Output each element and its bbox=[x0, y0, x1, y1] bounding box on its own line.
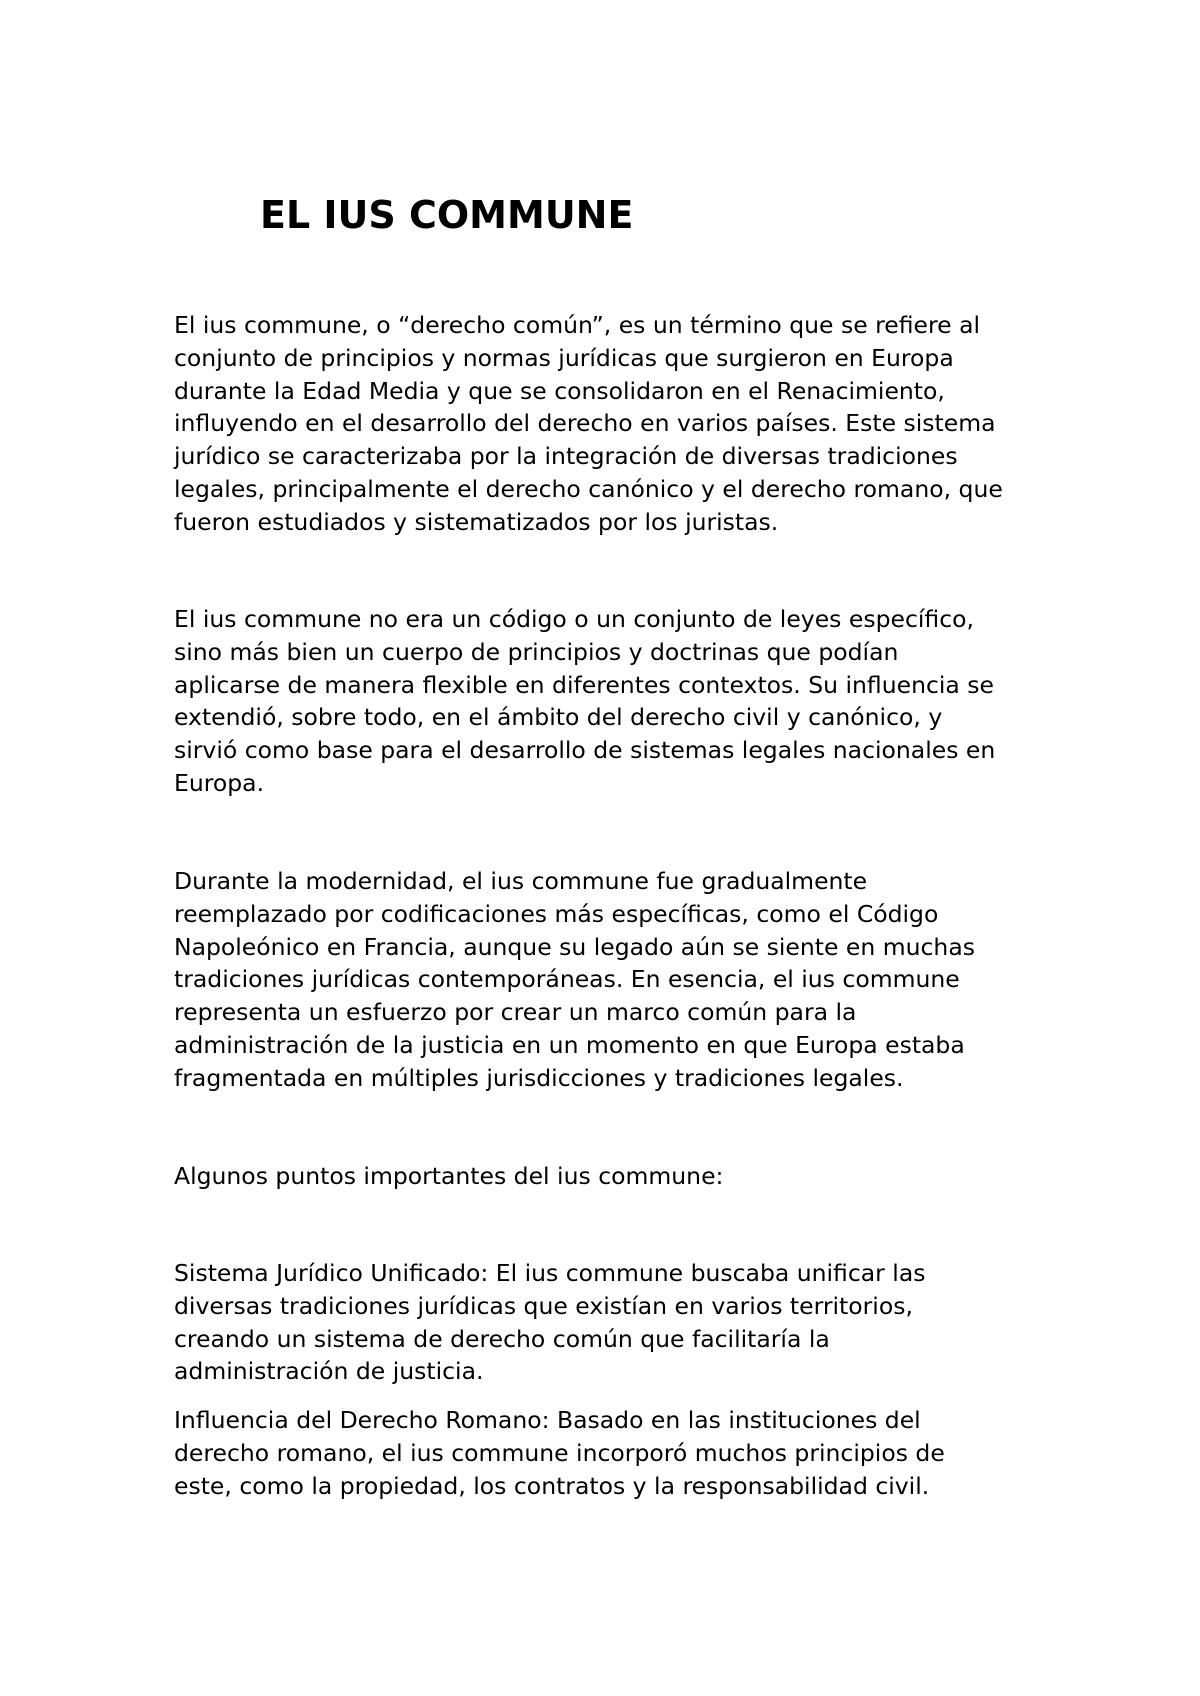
text-line: extendió, sobre todo, en el ámbito del derecho civil y canónico, y bbox=[174, 703, 943, 732]
text-line: Europa. bbox=[174, 768, 265, 797]
text-line: fueron estudiados y sistematizados por los juristas. bbox=[174, 507, 779, 536]
text-line: Napoleónico en Francia, aunque su legado aún se siente en muchas bbox=[174, 932, 975, 961]
text-line: creando un sistema de derecho común que facilitaría la bbox=[174, 1324, 830, 1353]
text-line: El ius commune, o “derecho común”, es un término que se refiere al bbox=[174, 311, 981, 339]
text-line: aplicarse de manera flexible en diferentes contextos. Su influencia se bbox=[174, 670, 994, 699]
text-line: derecho romano, el ius commune incorporó muchos principios de bbox=[174, 1438, 945, 1467]
text-line: reemplazado por codificaciones más específicas, como el Código bbox=[174, 899, 939, 928]
point-unified-system bbox=[174, 1257, 1074, 1388]
text-line: administración de justicia. bbox=[174, 1357, 484, 1386]
text-line: Algunos puntos importantes del ius commune: bbox=[174, 1162, 724, 1190]
document-title: EL IUS COMMUNE bbox=[260, 193, 634, 237]
paragraph-definition bbox=[174, 309, 1074, 539]
paragraph-modernity bbox=[174, 865, 1074, 1095]
text-line: Influencia del Derecho Romano: Basado en las instituciones del bbox=[174, 1406, 921, 1434]
text-line: jurídico se caracterizaba por la integración de diversas tradiciones bbox=[174, 442, 958, 471]
text-line: influyendo en el desarrollo del derecho en varios países. Este sistema bbox=[174, 409, 996, 438]
text-line: representa un esfuerzo por crear un marco común para la bbox=[174, 998, 857, 1027]
text-line: sino más bien un cuerpo de principios y doctrinas que podían bbox=[174, 637, 899, 666]
text-line: legales, principalmente el derecho canónico y el derecho romano, que bbox=[174, 474, 1003, 503]
point-roman-law bbox=[174, 1404, 1074, 1502]
text-line: conjunto de principios y normas jurídicas que surgieron en Europa bbox=[174, 343, 954, 372]
text-line: fragmentada en múltiples jurisdicciones y tradiciones legales. bbox=[174, 1063, 904, 1092]
text-line: administración de la justicia en un momento en que Europa estaba bbox=[174, 1030, 965, 1059]
points-intro bbox=[174, 1160, 1074, 1193]
text-line: tradiciones jurídicas contemporáneas. En esencia, el ius commune bbox=[174, 965, 960, 994]
text-line: Durante la modernidad, el ius commune fue gradualmente bbox=[174, 867, 868, 895]
text-line: diversas tradiciones jurídicas que existían en varios territorios, bbox=[174, 1291, 913, 1320]
text-line: El ius commune no era un código o un conjunto de leyes específico, bbox=[174, 605, 974, 633]
text-line: sirvió como base para el desarrollo de sistemas legales nacionales en bbox=[174, 736, 996, 765]
text-line: durante la Edad Media y que se consolidaron en el Renacimiento, bbox=[174, 376, 945, 405]
paragraph-nature bbox=[174, 603, 1074, 800]
text-line: Sistema Jurídico Unificado: El ius commune buscaba unificar las bbox=[174, 1259, 926, 1287]
text-line: este, como la propiedad, los contratos y la responsabilidad civil. bbox=[174, 1471, 930, 1500]
